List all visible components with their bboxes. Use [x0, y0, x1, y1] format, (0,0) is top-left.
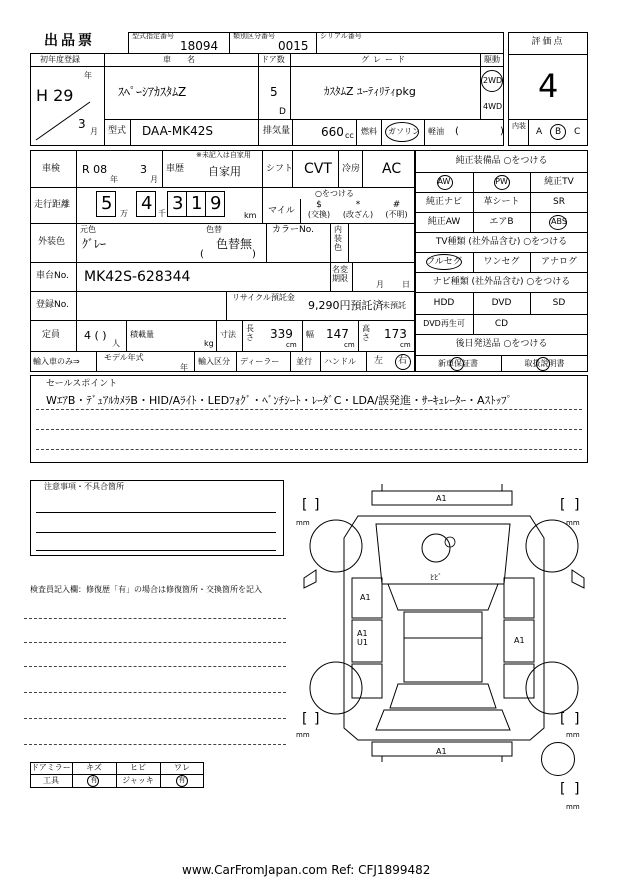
width-value: 147: [326, 327, 349, 341]
diagram-left-front-door: A1: [357, 629, 368, 638]
tv-title: TV種類 (社外品含む) ○をつける: [435, 237, 568, 247]
bracket-fr-r: ]: [574, 497, 580, 513]
serial-label: シリアル番号: [320, 32, 362, 40]
mileage-digit-4: 1: [191, 193, 203, 214]
bracket-rr-r: ]: [574, 711, 580, 727]
mile-tokeru: ○をつける: [315, 189, 354, 198]
first-reg-label: 初年度登録: [40, 55, 80, 64]
caution-box: [30, 480, 284, 556]
handle-left: 左: [374, 356, 384, 366]
color-change-label: 色替: [206, 225, 222, 234]
footer-watermark: www.CarFromJapan.com Ref: CFJ1899482: [182, 863, 431, 877]
door-value: 5: [270, 85, 278, 99]
mileage-digit-2: 4: [141, 193, 153, 214]
height-unit: cm: [400, 341, 411, 349]
ruibetsu-label: 類別区分番号: [233, 32, 275, 40]
color-label: 外装色: [38, 237, 66, 247]
genuine-title: 純正装備品 ○をつける: [455, 156, 548, 166]
equip-sr: SR: [553, 197, 565, 207]
equip-airbag: エアB: [489, 217, 514, 227]
navi-hdd: HDD: [433, 298, 455, 308]
bracket-sp-r: ]: [574, 781, 580, 797]
later-new-warranty: 新車保証書: [438, 359, 478, 368]
navi-title: ナビ種類 (社外品含む) ○をつける: [432, 277, 571, 287]
original-color-label: 元色: [80, 225, 96, 234]
door-label: ドア数: [261, 55, 285, 64]
inspector-label: 検査員記入欄：修復歴「有」の場合は修復箇所・交換箇所を記入: [30, 585, 262, 594]
chassis-label: 車台No.: [36, 271, 69, 281]
month-unit: 月: [90, 127, 98, 136]
width-unit: cm: [344, 341, 355, 349]
drive-4wd: 4WD: [483, 102, 503, 111]
load-label: 積載量: [130, 330, 154, 339]
import-type-label: 輸入区分: [198, 357, 230, 366]
bracket-rl-l: [: [302, 711, 308, 727]
bracket-sp-l: [: [560, 781, 566, 797]
mileage-sen: 千: [158, 209, 166, 218]
sales-label: セールスポイント: [46, 379, 118, 389]
later-manual: 取扱説明書: [524, 359, 565, 368]
ac-label: 冷房: [342, 164, 361, 174]
load-unit: kg: [204, 339, 214, 348]
equip-genuine-navi: 純正ナビ: [425, 197, 462, 207]
width-label: 幅: [306, 330, 314, 339]
equip-genuine-tv: 純正TV: [544, 177, 574, 187]
tv-fullseg: フルセグ: [426, 257, 462, 267]
displacement-value: 660: [321, 125, 344, 139]
mileage-man: 万: [120, 209, 128, 218]
paren-open: (: [455, 126, 459, 137]
diagram-left-front-door-b: U1: [357, 638, 368, 647]
color-paren-close: ): [252, 249, 256, 260]
mileage-unit: km: [244, 211, 257, 220]
drive-label: 駆動: [484, 55, 500, 64]
interior-a: A: [536, 127, 543, 137]
mileage-label: 走行距離: [34, 200, 71, 210]
bracket-fl-r: ]: [314, 497, 320, 513]
usage-value: 自家用: [208, 165, 241, 178]
interior-c: C: [574, 127, 581, 137]
car-name-value: ｽﾍﾟｰｼｱｶｽﾀﾑZ: [118, 85, 187, 99]
namechange-label: 名変期限: [332, 265, 348, 283]
equip-aw: AW: [437, 177, 451, 186]
mm-rr: mm: [566, 731, 580, 739]
usage-note: ※未記入は自家用: [196, 151, 251, 159]
mm-spare: mm: [566, 803, 580, 811]
shift-value: CVT: [304, 161, 332, 177]
height-value: 173: [384, 327, 407, 341]
score-label: 評価点: [531, 37, 565, 47]
color-value: ｸﾞﾚｰ: [82, 237, 107, 251]
month-value: 3: [78, 117, 86, 131]
recycle-label: リサイクル預託金: [232, 293, 295, 302]
length-value: 339: [270, 327, 293, 341]
legend-tools-yu: 有: [90, 776, 98, 784]
score-value: 4: [538, 67, 559, 105]
grade-label: グレード: [361, 55, 409, 64]
navi-sd: SD: [552, 298, 566, 308]
handle-right: 右: [398, 356, 408, 366]
displacement-unit: cc: [345, 131, 354, 140]
tv-analog: アナログ: [540, 257, 577, 267]
shaken-value: R 08: [82, 163, 108, 176]
shaken-month: 3: [140, 163, 147, 176]
bracket-rr-l: [: [560, 711, 566, 727]
dims-label: 寸法: [220, 330, 236, 339]
shift-label: シフト: [266, 164, 294, 174]
import-dealer: ディーラー: [240, 357, 280, 366]
color-change-value: 色替無: [216, 237, 253, 251]
namechange-month: 月: [376, 280, 384, 289]
car-diagram: [300, 478, 590, 768]
handle-label: ハンドル: [324, 357, 356, 366]
displacement-label: 排気量: [263, 126, 291, 136]
shaken-label: 車検: [42, 164, 61, 174]
chassis-value: MK42S-628344: [84, 269, 191, 285]
bracket-rl-r: ]: [314, 711, 320, 727]
mile-exchange-b: (交換): [307, 210, 331, 219]
katashiki-label: 型式指定番号: [132, 32, 174, 40]
bracket-fl-l: [: [302, 497, 308, 513]
later-title: 後日発送品 ○をつける: [455, 339, 548, 349]
capacity-unit: 人: [112, 339, 120, 348]
model-year-label: モデル年式: [104, 353, 144, 362]
diagram-hood: ﾋﾋﾞ: [430, 573, 442, 582]
ruibetsu-value: 0015: [278, 39, 309, 53]
bracket-fr-l: [: [560, 497, 566, 513]
recycle-unpaid: 未預託: [382, 301, 406, 310]
diagram-left-front-fender: A1: [360, 593, 371, 602]
year-value: H 29: [36, 86, 74, 105]
color-paren-open: (: [200, 249, 204, 260]
diagram-right-front-door: A1: [514, 636, 525, 645]
caution-label: 注意事項・不具合箇所: [44, 482, 124, 491]
length-label: 長さ: [246, 324, 254, 342]
mile-modified-b: (改ざん): [342, 210, 374, 219]
car-name-label: 車 名: [163, 55, 199, 64]
katashiki-value: 18094: [180, 39, 219, 53]
mile-unknown-b: (不明): [385, 210, 408, 219]
navi-dvd-player: DVD再生可: [423, 319, 465, 328]
import-label: 輸入車のみ⇒: [33, 357, 80, 366]
mile-exchange-a: $: [316, 200, 322, 210]
mileage-digit-5: 9: [210, 193, 222, 214]
import-parallel: 並行: [296, 357, 312, 366]
mileage-digit-3: 3: [172, 193, 184, 214]
shaken-month-unit: 月: [150, 175, 158, 184]
capacity-value: 4 ( ): [84, 329, 107, 342]
usage-label: 車歴: [166, 164, 185, 174]
shaken-year-unit: 年: [110, 175, 118, 184]
tv-oneseg: ワンセグ: [483, 257, 520, 267]
mile-modified-a: *: [355, 200, 361, 210]
legend-door-mirror: ドアミラー: [31, 763, 71, 772]
fuel-label: 燃料: [361, 127, 377, 136]
model-value: DAA-MK42S: [142, 124, 213, 138]
form-title: 出品票: [44, 33, 95, 49]
mile-label: マイル: [268, 206, 295, 216]
diagram-front-bumper: A1: [436, 494, 447, 503]
ac-value: AC: [382, 161, 402, 177]
navi-cd: CD: [494, 319, 509, 329]
recycle-value: 9,290円預託済: [308, 299, 384, 312]
legend-tools: 工具: [43, 776, 59, 785]
sales-text: WｴｱB・ﾃﾞｭｱﾙｶﾒﾗB・HID/Aﾗｲﾄ・LEDﾌｫｸﾞ・ﾍﾞﾝﾁｼｰﾄ・ﾚｰﾀﾞC・LDA/誤発進・ｻｰｷｭﾚｰﾀｰ・Aｽﾄｯﾌﾟ: [46, 394, 513, 407]
namechange-day: 日: [402, 280, 410, 289]
navi-dvd: DVD: [491, 298, 512, 308]
grade-value: ｶｽﾀﾑZ ﾕｰﾃｨﾘﾃｨpkg: [324, 85, 416, 98]
legend-hibi: ヒビ: [130, 763, 146, 772]
legend-jack: ジャッキ: [122, 776, 154, 785]
legend-kizu: キズ: [86, 763, 102, 772]
equip-abs: ABS: [551, 217, 567, 226]
reg-label: 登録No.: [36, 300, 69, 310]
legend-ware: ワレ: [174, 763, 190, 772]
legend-jack-yu: 有: [178, 776, 186, 784]
mm-rl: mm: [296, 731, 310, 739]
interior-b: B: [555, 127, 562, 137]
light-oil-label: 軽油: [428, 127, 444, 136]
mm-fr: mm: [566, 519, 580, 527]
paren-close: ): [500, 126, 504, 137]
interior-label: 内装: [512, 122, 526, 130]
year-unit: 年: [84, 71, 92, 80]
equip-pw: PW: [495, 177, 508, 186]
length-unit: cm: [286, 341, 297, 349]
model-label: 型式: [108, 126, 127, 136]
capacity-label: 定員: [42, 330, 61, 340]
spare-tire: [541, 742, 575, 776]
model-year-unit: 年: [180, 363, 188, 372]
color-no-label: カラーNo.: [272, 225, 314, 235]
equip-leather: 革シート: [483, 197, 520, 207]
height-label: 高さ: [362, 324, 370, 342]
diagonal-line: [30, 100, 104, 146]
mm-fl: mm: [296, 519, 310, 527]
diagram-rear-bumper: A1: [436, 747, 447, 756]
interior-color-label: 内装色: [334, 225, 342, 252]
mileage-digit-1: 5: [101, 193, 113, 214]
fuel-value: ガソリン: [388, 127, 420, 136]
door-type: D: [279, 107, 286, 117]
drive-2wd: 2WD: [483, 76, 503, 85]
mile-unknown-a: #: [392, 200, 401, 210]
equip-genuine-aw: 純正AW: [427, 217, 461, 227]
